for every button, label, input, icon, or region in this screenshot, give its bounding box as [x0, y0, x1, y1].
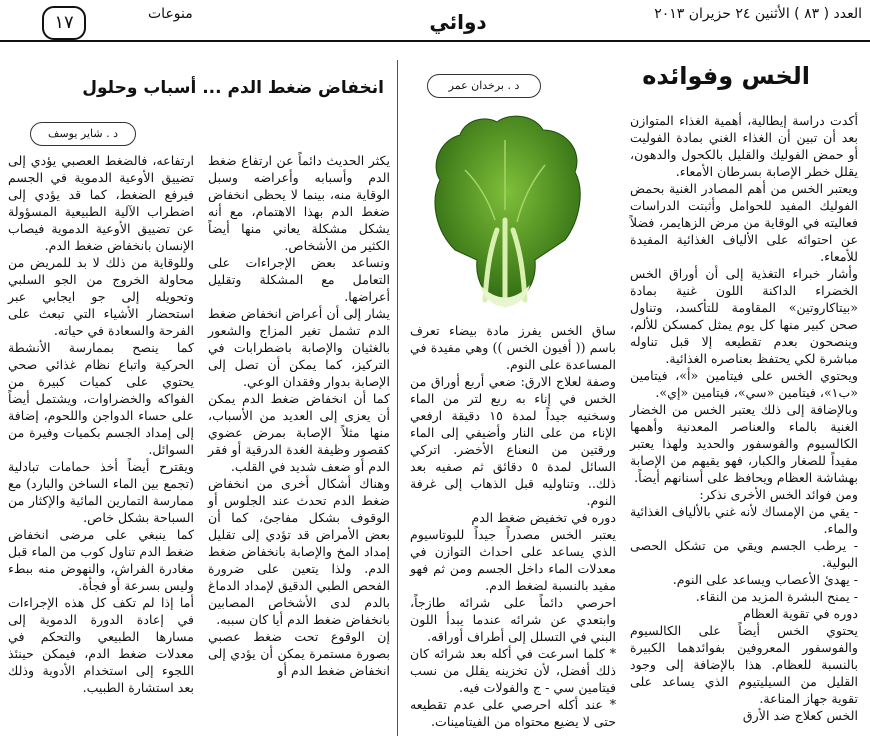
paragraph: وصفة لعلاج الارق: ضعي أربع أوراق من الخس في إناء به ربع لتر من الماء وسخنيه جيداً لمدة ١٥ دقيقة ارفعي الإناء من على النار وأضيفي إلى الماء ورقتين من النعناع الأخضر. اتركي السائل لمدة ٥ دقائق ثم صفيه بعد ذلك.. وتناوليه قبل الذهاب إلى غرفة النوم.: [410, 374, 616, 508]
column-divider: [397, 60, 398, 736]
paragraph: * كلما اسرعت في أكله بعد شرائه كان ذلك أفضل، لأن تخزينه يقلل من نسب فيتامين سي - ج والفولات فيه.: [410, 646, 616, 695]
paragraph: يشار إلى أن أعراض انخفاض ضغط الدم تشمل تغير المزاج والشعور بالغثيان والإصابة باضطرابات في التركيز، كما يمكن أن تصل إلى الإصابة بدوار وفقدان الوعي.: [208, 306, 390, 389]
paragraph: - يمنح البشرة المزيد من النقاء.: [695, 589, 858, 604]
page-number: ١٧: [42, 6, 86, 40]
bp-article-title: انخفاض ضغط الدم ... أسباب وحلول: [82, 78, 384, 98]
logo-text: دوائي: [429, 10, 487, 34]
paragraph: ويقترح أيضاً أخذ حمامات تبادلية (تجمع بين الماء الساخن والبارد) مع ممارسة التمارين المائية والإكثار من السباحة بشكل خاص.: [8, 459, 194, 525]
paragraph: دوره في تقوية العظام: [743, 606, 858, 621]
paragraph: ومن فوائد الخس الأخرى نذكر:: [699, 487, 858, 502]
paragraph: - يهدئ الأعصاب ويساعد على النوم.: [672, 572, 858, 587]
paragraph: أكدت دراسة إيطالية، أهمية الغذاء المتوازن بعد أن تبين أن الغذاء الغني بمادة الفوليت أو حمض الفوليك والقليل بالكحول والدهون، يقلل خطر الإصابة بسرطان الأمعاء.: [630, 113, 858, 179]
lettuce-article-title: الخس وفوائده: [642, 62, 810, 90]
paragraph: احرصي دائماً على شرائه طازجاً، وابتعدي عن شرائه عندما يبدأ اللون البني في التسلل إلى أطراف أوراقه.: [410, 595, 616, 644]
paragraph: يكثر الحديث دائماً عن ارتفاع ضغط الدم وأسبابه وأعراضه وسبل الوقاية منه، بينما لا يحظى انخفاض ضغط الدم بهذا الاهتمام، مع أنه يشكل مشكلة يعاني منها أيضاً الكثير من الأشخاص.: [208, 153, 390, 253]
paragraph: كما أن انخفاض ضغط الدم يمكن أن يعزى إلى العديد من الأسباب، منها مثلاً الإصابة بمرض عضوي كقصور وظيفة الغدة الدرقية أو فقر الدم أو ضعف شديد في القلب.: [208, 391, 390, 474]
paragraph: إن الوقوع تحت ضغط عصبي بصورة مستمرة يمكن أن يؤدي إلى انخفاض ضغط الدم أو: [208, 629, 390, 678]
bp-column-1: [208, 152, 390, 679]
paragraph: ساق الخس يفرز مادة بيضاء تعرف باسم (( أفيون الخس )) وهي مفيدة في المساعدة على النوم.: [410, 323, 616, 372]
paragraph: يحتوي الخس أيضاً على الكالسيوم والفوسفور المعروفين بفوائدهما الكبيرة بالنسبة للعظام. هذا بالإضافة إلى وجود القليل من السيليتيوم الذي يساعد على تقوية جهاز المناعة.: [630, 623, 858, 706]
issue-line: العدد ( ٨٣ ) الأثنين ٢٤ حزيران ٢٠١٣: [654, 6, 862, 22]
lettuce-column-2: [410, 322, 616, 730]
paragraph: كما ينصح بممارسة الأنشطة الحركية واتباع نظام غذائي صحي يحتوي على كميات كبيرة من الفواكه والخضراوات، ويشتمل أيضاً على حساء الدواجن واللحوم، إضافة إلى إمداد الجسم بكميات وفيرة من السوائل.: [8, 340, 194, 457]
bp-column-2: [8, 152, 194, 696]
paragraph: دوره في تخفيض ضغط الدم: [471, 510, 616, 525]
paragraph: يعتبر الخس مصدراً جيداً للبوتاسيوم الذي يساعد على احداث التوازن في معدلات الماء داخل الجسم ومن ثم فهو مفيد بالنسبة لضغط الدم.: [410, 527, 616, 593]
paragraph: وهناك أشكال أخرى من انخفاض ضغط الدم تحدث عند الجلوس أو الوقوف بشكل مفاجئ، كما أن بعض الأمراض قد تؤدي إلى تقليل إمداد المخ والإصابة بانخفاض ضغط الدم. ولذا يتعين على ضرورة الفحص الطبي الدقيق لإمداد الدماغ بالدم لدى الأشخاص المصابين بانخفاض ضغط الدم أيا كان سببه.: [208, 476, 390, 627]
paragraph: وللوقاية من ذلك لا بد للمريض من محاولة الخروج من الجو السلبي وتحويله إلى جو ايجابي عبر استحضار الأشياء التي تبعث على الفرحة والسعادة في حياته.: [8, 255, 194, 338]
paragraph: وأشار خبراء التغذية إلى أن أوراق الخس الخضراء الداكنة اللون غنية بمادة «بيتاكاروتين» المقاومة للتأكسد، وتناول صحن كبير منها كل يوم يمثل كمسكن للألم، وينصحون بعدم تقطيعه إلا قبل تناوله مباشرة لكي يحتفظ بعناصره الغذائية.: [630, 266, 858, 366]
paragraph: - يرطب الجسم ويقي من تشكل الحصى البولية.: [630, 538, 858, 570]
paragraph: ويحتوي الخس على فيتامين «أ»، فيتامين «ب١»، فيتامين «سي»، فيتامين «إي».: [630, 368, 858, 400]
newspaper-logo: [420, 8, 496, 36]
paragraph: وبالإضافة إلى ذلك يعتبر الخس من الخضار الغنية بالماء والعناصر المعدنية وأهمها الكالسيوم والفوسفور والحديد ولهذا يعتبر مفيداً للصغار والكبار، فهو يقيهم من الإصابة بهشاشة العظام ويحافظ على أسنانهم أيضاً.: [630, 402, 858, 485]
paragraph: * عند أكله احرصي على عدم تقطيعه حتى لا يضيع محتواه من الفيتامينات.: [410, 697, 616, 729]
header-rule: [0, 40, 870, 42]
section-name: منوعات: [148, 6, 193, 22]
paragraph: الخس كعلاج ضد الأرق: [742, 708, 858, 723]
paragraph: ارتفاعه، فالضغط العصبي يؤدي إلى تضييق الأوعية الدموية في الجسم فيرفع الضغط، كما قد يؤدي إلى اضطراب الآلية الطبيعية المسؤولة عن تضييق الأوعية الدموية فيصاب الإنسان بانخفاض ضغط الدم.: [8, 153, 194, 253]
lettuce-article-byline: د . برخدان عمر: [427, 74, 541, 98]
paragraph: ونساعد بعض الإجراءات على التعامل مع المشكلة وتقليل أعراضها.: [208, 255, 390, 304]
lettuce-image: [425, 110, 585, 310]
bp-article-byline: د . شاير يوسف: [30, 122, 136, 146]
paragraph: - يقي من الإمساك لأنه غني بالألياف الغذائية والماء.: [630, 504, 858, 536]
paragraph: كما ينبغي على مرضى انخفاض ضغط الدم تناول كوب من الماء قبل مغادرة الفراش، والنهوض منه ببطء وليس بسرعة أو فجأة.: [8, 527, 194, 593]
paragraph: أما إذا لم تكف كل هذه الإجراءات في إعادة الدورة الدموية إلى مسارها الطبيعي والتحكم في معدلات ضغط الدم، فيمكن حينئذ اللجوء إلى استخدام الأدوية وذلك بعد استشارة الطبيب.: [8, 595, 194, 695]
paragraph: ويعتبر الخس من أهم المصادر الغنية بحمض الفوليك المفيد للحوامل وأثبتت الدراسات فعاليته في الوقاية من مرض الزهايمر، فضلاً عن احتوائه على الألياف الغذائية المفيدة للأمعاء.: [630, 181, 858, 264]
lettuce-column-1: [630, 112, 858, 724]
